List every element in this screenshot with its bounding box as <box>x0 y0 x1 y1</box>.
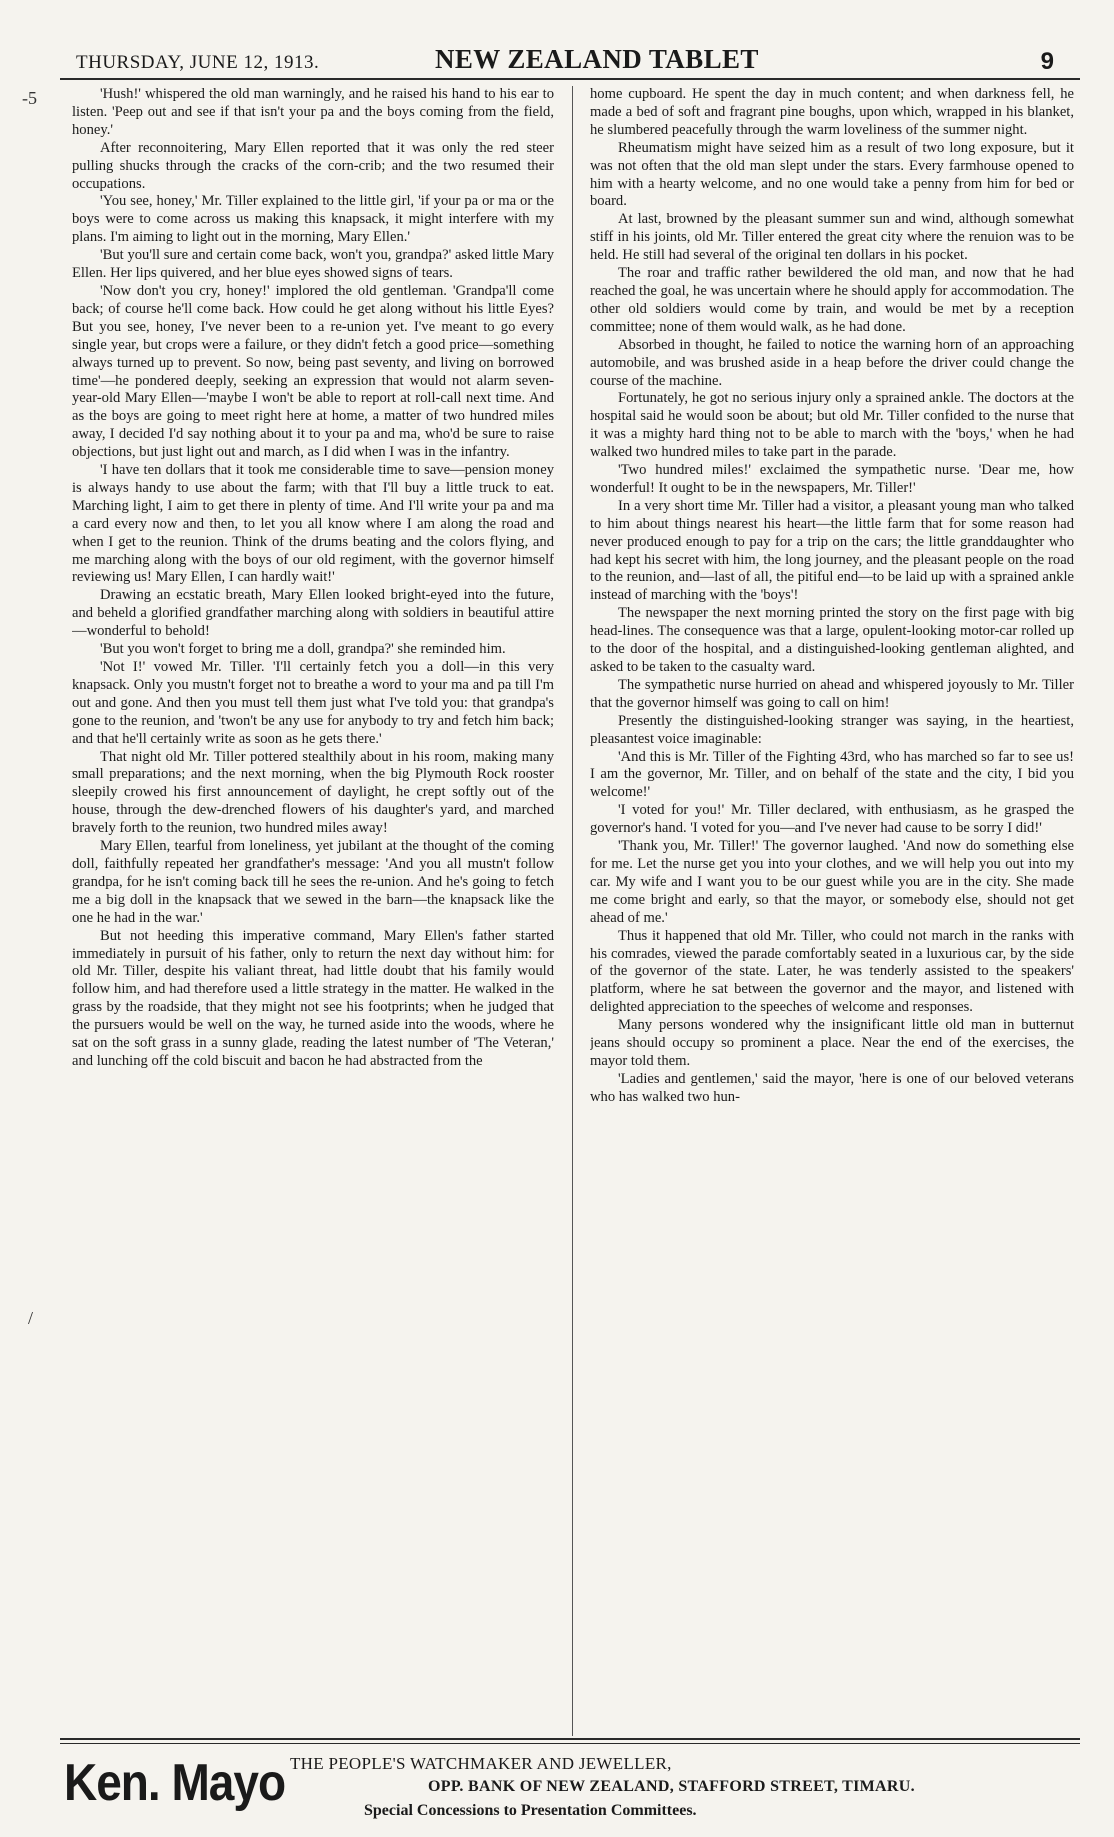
article-column-left <box>72 86 554 1726</box>
advertiser-logo: Ken. Mayo <box>64 1753 286 1812</box>
paragraph: Thus it happened that old Mr. Tiller, who could not march in the ranks with his comrades, viewed the parade comfortably seated in a luxurious car, by the side of the governor of the state. Later, he was tenderly assisted to the speakers' platform, where he sat between the governor and the mayor, and listened with delighted appreciation to the speeches of welcome and responses. <box>590 927 1074 1016</box>
paragraph: 'I voted for you!' Mr. Tiller declared, with enthusiasm, as he grasped the governor's hand. 'I voted for you—and I've never had cause to be sorry I did!' <box>590 802 1074 837</box>
paragraph: 'I have ten dollars that it took me considerable time to save—pension money is always handy to use about the farm; with that I'll buy a little truck to eat. Marching light, I aim to get there in plenty of time. And I'll write your pa and ma a card every now and then, to let you all know where I am along the road and when I get to the reunion. Think of the drums beating and the colors flying, and me marching along with the boys of our old regiment, with the governor himself reviewing us! Mary Ellen, I can hardly wait!' <box>72 462 554 586</box>
paragraph: Mary Ellen, tearful from loneliness, yet jubilant at the thought of the coming doll, faithfully repeated her grandfather's message: 'And you all mustn't follow grandpa, for he isn't coming back till he sees the re-union. And he's going to fetch me a big doll in the knapsack that we sewed in the barn—the knapsack like the one he had in the war.' <box>72 838 554 926</box>
paragraph: 'Not I!' vowed Mr. Tiller. 'I'll certainly fetch you a doll—in this very knapsack. Only you mustn't forget not to breathe a word to your ma and pa till I'm out and gone. And then you must tell them just what I've told you: that grandpa's gone to the reunion, and 'twon't be any use for anybody to try and fetch him back; and that he'll certainly write as soon as he gets there.' <box>72 659 554 747</box>
paragraph: That night old Mr. Tiller pottered stealthily about in his room, making many small preparations; and the next morning, when the big Plymouth Rock rooster sleepily crowed his first announcement of daylight, he crept softly out of the house, through the dew-drenched flowers of his daughter's yard, and marched bravely forth to the reunion, two hundred miles away! <box>72 748 554 837</box>
ad-tagline: THE PEOPLE'S WATCHMAKER AND JEWELLER, <box>290 1754 672 1773</box>
publication-title: NEW ZEALAND TABLET <box>435 44 759 74</box>
paragraph: 'But you'll sure and certain come back, won't you, grandpa?' asked little Mary Ellen. Her lips quivered, and her blue eyes showed signs of tears. <box>72 247 554 282</box>
paragraph: 'You see, honey,' Mr. Tiller explained to the little girl, 'if your pa or ma or the boys were to come across us making this knapsack, it might interfere with my plans. I'm aiming to light out in the morning, Mary Ellen.' <box>72 193 554 246</box>
paragraph: In a very short time Mr. Tiller had a visitor, a pleasant young man who talked to him about things nearest his heart—the little farm that for some reason had never produced enough to pay for a trip on the cars; the little granddaughter who had kept his secret with him, the long journey, and the pleasant people on the road to the reunion, and—last of all, the pitiful end—to be laid up with a sprained ankle instead of marching with the 'boys'! <box>590 497 1074 604</box>
paragraph: The roar and traffic rather bewildered the old man, and now that he had reached the goal, he was uncertain where he should apply for accommodation. The other old soldiers would come by train, and would be met by a reception committee; none of them would walk, as he had done. <box>590 265 1074 335</box>
paragraph: Many persons wondered why the insignificant little old man in butternut jeans should occupy so prominent a place. Near the end of the exercises, the mayor told them. <box>590 1017 1074 1069</box>
paragraph: After reconnoitering, Mary Ellen reported that it was only the red steer pulling shucks through the cracks of the corn-crib; and the two resumed their occupations. <box>72 139 554 192</box>
paragraph: Drawing an ecstatic breath, Mary Ellen looked bright-eyed into the future, and beheld a glorified grandfather marching along with soldiers in beautiful attire—wonderful to behold! <box>72 587 554 640</box>
ad-offer: Special Concessions to Presentation Committees. <box>364 1802 697 1819</box>
paragraph: At last, browned by the pleasant summer sun and wind, although somewhat stiff in his joints, old Mr. Tiller entered the great city where the renuion was to be held. He still had several of the original ten dollars in his pocket. <box>590 211 1074 264</box>
header-rule <box>60 78 1080 80</box>
paragraph: 'But you won't forget to bring me a doll, grandpa?' she reminded him. <box>100 641 506 658</box>
paragraph: 'Thank you, Mr. Tiller!' The governor laughed. 'And now do something else for me. Let the nurse get you into your clothes, and we will help you out into my car. My wife and I want you to be our guest while you are in the city. She made me come bright and early, so that the mayor, or somebody else, should not get ahead of me.' <box>590 838 1074 926</box>
paragraph: The sympathetic nurse hurried on ahead and whispered joyously to Mr. Tiller that the governor himself was going to call on him! <box>590 676 1074 711</box>
paragraph: Fortunately, he got no serious injury only a sprained ankle. The doctors at the hospital said he would soon be about; but old Mr. Tiller confided to the nurse that it was a mighty hard thing not to be able to march with the 'boys,' when he had walked two hundred miles to take part in the parade. <box>590 390 1074 461</box>
article-column-right <box>590 86 1074 1726</box>
advertisement <box>60 1750 1080 1830</box>
paragraph: 'Hush!' whispered the old man warningly, and he raised his hand to his ear to listen. 'Peep out and see if that isn't your pa and the boys coming from the field, honey.' <box>72 86 554 138</box>
paragraph: home cupboard. He spent the day in much content; and when darkness fell, he made a bed of soft and fragrant pine boughs, upon which, wrapped in his blanket, he slumbered peacefully through the warm loveliness of the summer night. <box>590 86 1074 138</box>
margin-mark-top: -5 <box>22 88 37 108</box>
footer-rule-thin <box>60 1743 1080 1744</box>
paragraph: 'Two hundred miles!' exclaimed the sympathetic nurse. 'Dear me, how wonderful! It ought to be in the newspapers, Mr. Tiller!' <box>590 462 1074 496</box>
page-number: 9 <box>1040 48 1054 75</box>
column-divider <box>572 86 573 1736</box>
footer-rule <box>60 1738 1080 1740</box>
paragraph: The newspaper the next morning printed the story on the first page with big head-lines. The consequence was that a large, opulent-looking motor-car rolled up to the door of the hospital, and a distinguished-looking gentleman alighted, and asked to be taken to the casualty ward. <box>590 605 1074 675</box>
paragraph: 'Now don't you cry, honey!' implored the old gentleman. 'Grandpa'll come back; of course he'll come back. How could he get along without his little Eyes? But you see, honey, I've never been to a re-union yet. I've meant to go every single year, but crops were a failure, or they didn't fetch a good price—something always turned up to prevent. So now, being past seventy, and living on borrowed time'—he pondered deeply, seeking an expression that would not alarm seven-year-old Mary Ellen—'maybe I won't be able to report at roll-call next time. And as the boys are going to meet right here at home, a matter of two hundred miles away, I decided I'd say nothing about it to your pa and ma, who'd be sure to raise objections, but just light out and march, as I did when I was in the infantry. <box>72 282 554 461</box>
paragraph: But not heeding this imperative command, Mary Ellen's father started immediately in pursuit of his father, only to return the next day without him: for old Mr. Tiller, despite his valiant threat, had little doubt that his family would follow him, and had therefore used a little strategy in the matter. He walked in the grass by the roadside, that they might not see his footprints; when he judged that the pursuers would be well on the way, he turned aside into the woods, where he sat on the soft grass in a sunny glade, reading the latest number of 'The Veteran,' and lunching off the cold biscuit and bacon he had abstracted from the <box>72 927 554 1069</box>
paragraph: 'Ladies and gentlemen,' said the mayor, 'here is one of our beloved veterans who has walked two hun- <box>590 1070 1074 1105</box>
issue-date: THURSDAY, JUNE 12, 1913. <box>76 52 320 73</box>
paragraph: Presently the distinguished-looking stranger was saying, in the heartiest, pleasantest voice imaginable: <box>590 712 1074 747</box>
paragraph: 'And this is Mr. Tiller of the Fighting 43rd, who has marched so far to see us! I am the governor, Mr. Tiller, and on behalf of the state and the city, I bid you welcome!' <box>590 748 1074 801</box>
paragraph: Rheumatism might have seized him as a result of two long exposure, but it was not often that the old man slept under the stars. Every farmhouse opened to him with a hearty welcome, and no one would take a penny from him for bed or board. <box>590 139 1074 210</box>
margin-mark-side: / <box>28 1308 34 1328</box>
paragraph: Absorbed in thought, he failed to notice the warning horn of an approaching automobile, and was brushed aside in a heap before the driver could change the course of the machine. <box>590 336 1074 389</box>
ad-address: OPP. BANK OF NEW ZEALAND, STAFFORD STREET, TIMARU. <box>428 1778 915 1795</box>
